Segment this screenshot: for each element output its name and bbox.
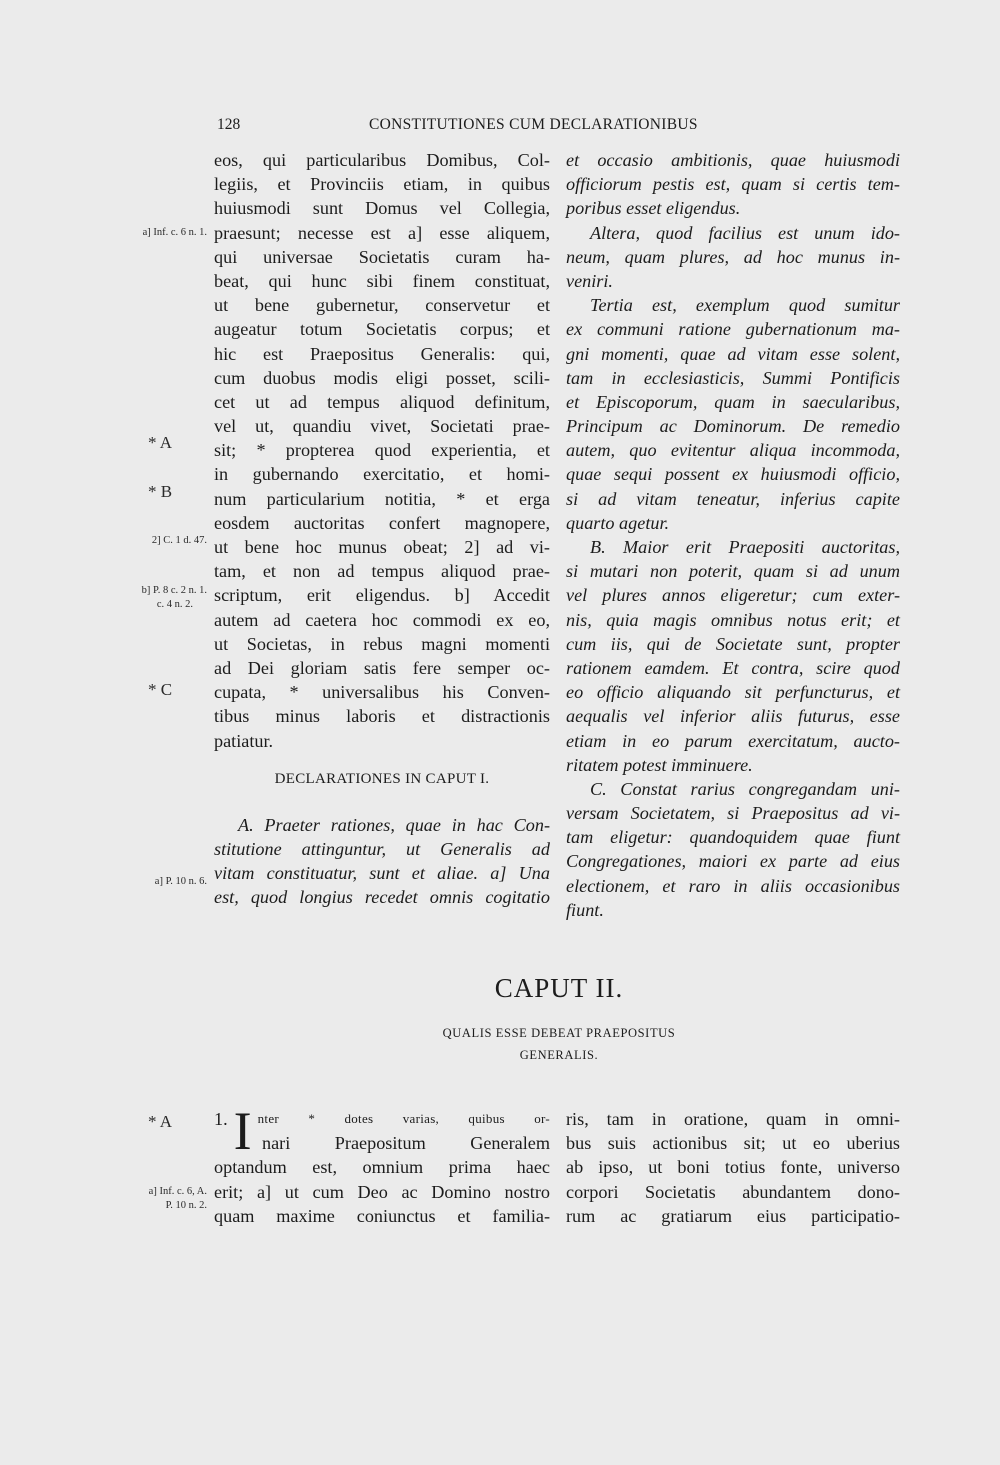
- text-line: in gubernando exercitatio, et homi-: [214, 464, 550, 485]
- text-line: A. Praeter rationes, quae in hac Con-: [238, 814, 550, 835]
- text-line: praesunt; necesse est a] esse aliquem,: [214, 222, 550, 243]
- text-line: tam eligetur: quandoquidem quae fiunt: [566, 827, 900, 848]
- text-line: rum ac gratiarum eius participatio-: [566, 1205, 900, 1226]
- text-line: ris, tam in oratione, quam in omni-: [566, 1109, 900, 1129]
- text-line: ut bene hoc munus obeat; 2] ad vi-: [214, 537, 550, 557]
- text-line: gni momenti, quae ad vitam esse solent,: [566, 343, 900, 364]
- margin-note: a] Inf. c. 6, A.: [148, 1186, 207, 1197]
- text-line: rationem eamdem. Et contra, scire quod: [566, 657, 900, 678]
- margin-note: b] P. 8 c. 2 n. 1.: [141, 585, 207, 596]
- text-line: bus suis actionibus sit; ut eo uberius: [566, 1133, 900, 1154]
- text-line: et Episcoporum, quam in saecularibus,: [566, 391, 900, 412]
- text-line: nis, quia magis omnibus notus erit; et: [566, 609, 900, 630]
- text-line: huiusmodi sunt Domus vel Collegia,: [214, 198, 550, 219]
- text-line: ritatem potest imminuere.: [566, 754, 753, 775]
- text-line: est, quod longius recedet omnis cogitatio: [214, 887, 550, 908]
- text-line: patiatur.: [214, 730, 274, 751]
- margin-note: c. 4 n. 2.: [156, 599, 193, 610]
- margin-marker: * B: [147, 482, 173, 501]
- text-line: legiis, et Provinciis etiam, in quibus: [214, 174, 550, 195]
- margin-note: a] Inf. c. 6 n. 1.: [142, 227, 207, 238]
- text-line: tibus minus laboris et distractionis: [214, 706, 550, 727]
- text-line: hic est Praepositus Generalis: qui,: [214, 343, 550, 364]
- text-line: cupata, * universalibus his Conven-: [214, 682, 550, 703]
- text-line: vel plures annos eligeretur; cum exter-: [566, 585, 900, 606]
- text-line: nari Praepositum Generalem: [262, 1133, 550, 1154]
- text-line: optandum est, omnium prima haec: [214, 1157, 550, 1178]
- text-line: beat, qui hunc sibi finem constituat,: [214, 270, 550, 291]
- text-line: si mutari non poterit, quam si ad unum: [566, 561, 900, 582]
- left-column: [214, 148, 550, 910]
- text-line: aequalis vel inferior aliis futurus, esse: [566, 706, 900, 727]
- margin-marker: * C: [147, 680, 173, 699]
- text-line: sit; * propterea quod experientia, et: [214, 440, 550, 461]
- text-line: nter * dotes varias, quibus or-: [257, 1111, 550, 1126]
- text-line: autem, quo evitentur aliqua incommoda,: [566, 440, 900, 461]
- text-line: corpori Societatis abundantem dono-: [566, 1181, 900, 1202]
- chapter-left-column: [214, 1101, 550, 1228]
- chapter-subtitle-line: QUALIS ESSE DEBEAT PRAEPOSITUS: [442, 1026, 676, 1040]
- text-line: Tertia est, exemplum quod sumitur: [590, 295, 900, 316]
- text-line: eo officio aliquando sit perfuncturus, et: [566, 682, 900, 703]
- text-line: ad Dei gloriam satis fere semper oc-: [214, 657, 550, 678]
- text-line: B. Maior erit Praepositi auctoritas,: [590, 537, 900, 557]
- text-line: ab ipso, ut boni totius fonte, universo: [566, 1157, 900, 1178]
- text-line: scriptum, erit eligendus. b] Accedit: [214, 585, 550, 606]
- margin-marker: * A: [147, 1112, 173, 1131]
- text-line: tam, et non ad tempus aliquod prae-: [214, 561, 550, 582]
- text-line: quam maxime coniunctus et familia-: [214, 1205, 550, 1226]
- text-line: cum iis, qui de Societate sunt, propter: [566, 633, 900, 654]
- drop-cap: I: [233, 1101, 252, 1161]
- text-line: Congregationes, maiori ex parte ad eius: [566, 851, 900, 872]
- text-line: neum, quam plures, ad hoc munus in-: [566, 246, 900, 267]
- declarations-heading: DECLARATIONES IN CAPUT I.: [274, 770, 490, 787]
- page-number: 128: [217, 116, 241, 133]
- text-line: fiunt.: [566, 899, 604, 920]
- margin-note: 2] C. 1 d. 47.: [151, 535, 207, 546]
- text-line: et occasio ambitionis, quae huiusmodi: [566, 150, 900, 170]
- text-line: quae sequi possent ex huiusmodi officio,: [566, 464, 900, 485]
- text-line: si ad vitam teneatur, inferius capite: [566, 488, 900, 509]
- text-line: poribus esset eligendus.: [566, 198, 741, 219]
- text-line: augeatur totum Societatis corpus; et: [214, 319, 550, 340]
- page-header: [214, 116, 904, 140]
- paragraph-number: 1.: [214, 1109, 228, 1129]
- text-line: cet ut ad tempus aliquod definitum,: [214, 391, 550, 412]
- text-line: vel ut, quandiu vivet, Societati prae-: [214, 416, 550, 437]
- text-line: cum duobus modis eligi posset, scili-: [214, 367, 550, 388]
- chapter-subtitle-line: GENERALIS.: [519, 1048, 599, 1062]
- running-title: CONSTITUTIONES CUM DECLARATIONIBUS: [369, 116, 698, 133]
- text-line: autem ad caetera hoc commodi ex eo,: [214, 609, 550, 630]
- text-line: versam Societatem, si Praepositus ad vi-: [566, 803, 900, 824]
- text-line: electionem, et raro in aliis occasionibus: [566, 875, 900, 896]
- margin-note: a] P. 10 n. 6.: [154, 876, 207, 887]
- text-line: quarto agetur.: [566, 512, 670, 533]
- right-column: [566, 148, 900, 922]
- text-line: erit; a] ut cum Deo ac Domino nostro: [214, 1181, 550, 1202]
- chapter-title: CAPUT II.: [494, 973, 624, 1003]
- text-line: ut Societas, in rebus magni momenti: [214, 633, 550, 654]
- text-line: Principum ac Dominorum. De remedio: [566, 416, 900, 437]
- chapter-right-column: [566, 1107, 900, 1228]
- text-line: officiorum pestis est, quam si certis tem-: [566, 174, 900, 195]
- text-line: eos, qui particularibus Domibus, Col-: [214, 150, 550, 170]
- text-line: C. Constat rarius congregandam uni-: [590, 778, 900, 799]
- text-line: ut bene gubernetur, conservetur et: [214, 295, 550, 316]
- text-line: tam in ecclesiasticis, Summi Pontificis: [566, 367, 900, 388]
- text-line: ex communi ratione gubernationum ma-: [566, 319, 900, 340]
- text-line: Altera, quod facilius est unum ido-: [590, 222, 900, 243]
- margin-marker: * A: [147, 433, 173, 452]
- text-line: qui universae Societatis curam ha-: [214, 246, 550, 267]
- text-line: stitutione attinguntur, ut Generalis ad: [214, 839, 550, 860]
- text-line: etiam in eo parum exercitatum, aucto-: [566, 730, 900, 751]
- text-line: num particularium notitia, * et erga: [214, 488, 550, 509]
- chapter-subtitle: [214, 1022, 904, 1066]
- text-line: veniri.: [566, 270, 613, 291]
- text-line: eosdem auctoritas confert magnopere,: [214, 512, 550, 533]
- margin-note: P. 10 n. 2.: [165, 1200, 207, 1211]
- text-line: vitam constituatur, sunt et aliae. a] Una: [214, 863, 550, 884]
